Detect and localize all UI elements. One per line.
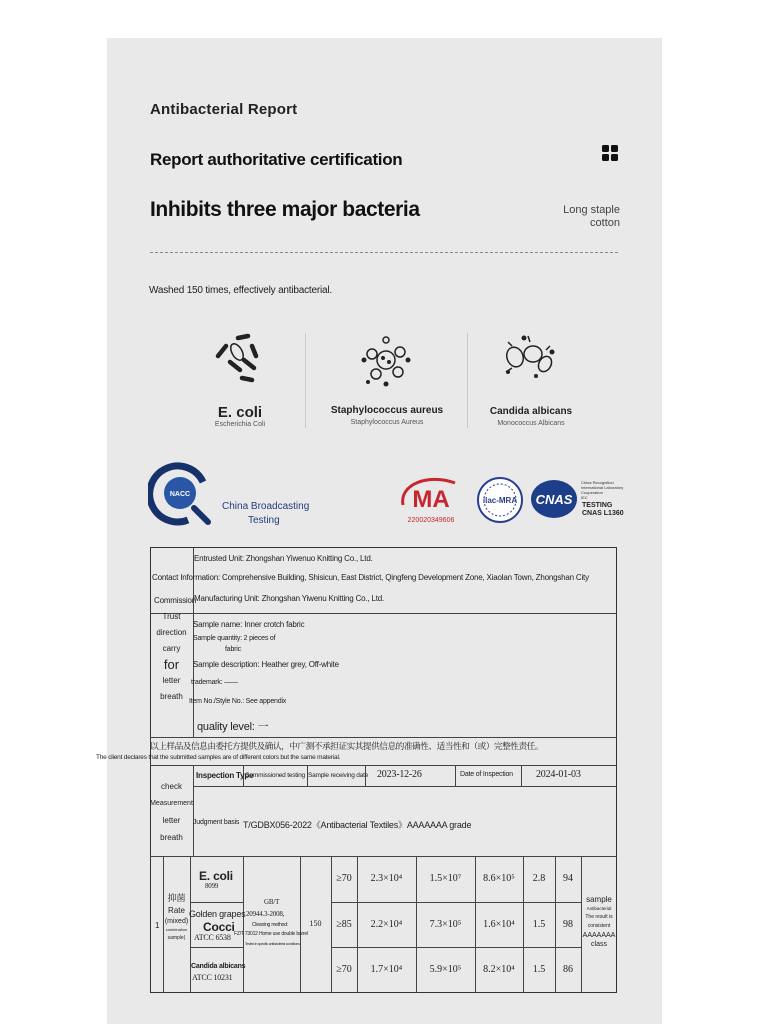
cocci-name: Cocci bbox=[203, 920, 235, 934]
cnas-text: CNAS bbox=[535, 492, 573, 507]
sample-quantity: Sample quantity: 2 pieces of bbox=[193, 635, 276, 642]
cnas-code: CNAS L1360 bbox=[582, 510, 624, 517]
tagline: Washed 150 times, effectively antibacterial. bbox=[149, 285, 332, 296]
standard-small: Tested in specific antibacterial conditions bbox=[245, 942, 300, 946]
washes-count: 150 bbox=[309, 919, 322, 928]
table-divider bbox=[331, 902, 581, 903]
bacteria-candida bbox=[472, 406, 590, 427]
grid-menu-icon[interactable] bbox=[601, 144, 619, 162]
sample-quantity-2: fabric bbox=[225, 646, 241, 653]
bacteria-subname: Staphylococcus Aureus bbox=[350, 419, 424, 426]
nacc-logo bbox=[148, 462, 220, 526]
cnas-small-3: Cooperation bbox=[581, 490, 603, 495]
bacteria-staph bbox=[322, 405, 452, 426]
table-divider bbox=[243, 856, 244, 993]
table-divider bbox=[193, 786, 617, 787]
ilac-logo bbox=[476, 476, 524, 524]
rate-label: Rate bbox=[168, 906, 185, 915]
contact-info: Contact Information: Comprehensive Building, Shisicun, East District, Qingfeng Development Zone, Xiaolan Town, Zhongshan City bbox=[152, 573, 589, 582]
sample-paren-label: sample) bbox=[167, 935, 186, 941]
value-cell: 1.7×10⁴ bbox=[370, 964, 403, 975]
trust-column bbox=[150, 609, 193, 705]
row-number: 1 bbox=[155, 921, 160, 930]
sample-receiving-date-label: Sample receiving date bbox=[308, 772, 369, 779]
cnas-testing: TESTING bbox=[582, 502, 613, 509]
org-name bbox=[222, 500, 309, 528]
cma-logo bbox=[397, 475, 465, 525]
date-of-inspection: 2024-01-03 bbox=[536, 769, 581, 780]
letter-label: letter bbox=[162, 676, 181, 685]
bacteria-subname: Monococcus Albicans bbox=[497, 420, 565, 427]
value-cell: 94 bbox=[563, 873, 573, 884]
bacteria-subname: Escherichia Coli bbox=[214, 421, 266, 428]
cocci-cluster-icon bbox=[358, 332, 414, 390]
result-line6: class bbox=[591, 941, 607, 948]
candida-icon bbox=[500, 332, 558, 380]
bacteria-separator bbox=[305, 333, 306, 428]
date-of-inspection-label: Date of Inspection bbox=[460, 771, 513, 778]
table-divider bbox=[455, 765, 456, 786]
table-divider bbox=[150, 856, 617, 857]
cleaning-method: Cleaning method: bbox=[252, 922, 288, 928]
result-column bbox=[581, 895, 617, 949]
item-number: Item No./Style No.: See appendix bbox=[189, 698, 287, 705]
result-line4: consistent bbox=[587, 923, 611, 929]
side-note-line1: Long staple bbox=[563, 204, 620, 216]
sample-name: Sample name: Inner crotch fabric bbox=[193, 620, 305, 629]
rate-column bbox=[163, 894, 190, 944]
result-line5: AAAAAAA bbox=[582, 932, 616, 939]
judgment-basis-value: T/GDBX056-2022《Antibacterial Textiles》AAAAAAA grade bbox=[243, 820, 472, 830]
value-cell: 86 bbox=[563, 964, 573, 975]
bacteria-ecoli bbox=[180, 404, 300, 428]
breath-label-2: breath bbox=[160, 833, 183, 842]
cnas-small-1: China Recognition bbox=[581, 480, 614, 485]
for-label: for bbox=[163, 657, 180, 672]
value-cell: 98 bbox=[563, 919, 573, 930]
direction-label: direction bbox=[156, 628, 187, 637]
threshold-cell: ≥70 bbox=[336, 873, 352, 884]
bacteria-name: Staphylococcus aureus bbox=[330, 405, 444, 416]
threshold-cell: ≥70 bbox=[336, 964, 352, 975]
trademark: trademark: —— bbox=[191, 679, 238, 686]
declaration-cn: 以上样品及信息由委托方提供及确认，中广测不承担证实其提供信息的准确性、适当性和（或）完整性责任。 bbox=[150, 742, 543, 752]
org-line2: Testing bbox=[248, 515, 280, 526]
entrusted-unit: Entrusted Unit: Zhongshan Yiwenuo Knitting Co., Ltd. bbox=[194, 554, 373, 563]
value-cell: 1.5 bbox=[532, 964, 546, 975]
bacteria-name: Candida albicans bbox=[489, 406, 573, 417]
standard-detail: FZ/T 73012 Home use double barrel bbox=[234, 931, 308, 937]
table-divider bbox=[521, 765, 522, 786]
svg-text:MA: MA bbox=[412, 486, 450, 513]
candida-name: Candida albicans bbox=[191, 963, 246, 970]
divider bbox=[150, 252, 618, 253]
cnas-small-4: IEC bbox=[581, 495, 588, 500]
judgment-basis-label: Judgment basis bbox=[193, 819, 240, 826]
page-title: Inhibits three major bacteria bbox=[150, 198, 420, 221]
cnas-smallprint bbox=[581, 480, 623, 500]
sample-description: Sample description: Heather grey, Off-white bbox=[193, 660, 339, 669]
value-cell: 2.8 bbox=[532, 873, 546, 884]
quality-level: quality level: 一 bbox=[197, 721, 269, 733]
value-cell: 7.3×10⁵ bbox=[429, 919, 462, 930]
page-subtitle: Report authoritative certification bbox=[150, 150, 403, 169]
value-cell: 1.5 bbox=[532, 919, 546, 930]
letter-label-2: letter bbox=[162, 816, 181, 825]
table-divider bbox=[150, 737, 617, 738]
breath-label: breath bbox=[160, 692, 183, 701]
combination-label: combination bbox=[165, 927, 188, 932]
check-column bbox=[150, 778, 193, 846]
side-note-line2: cotton bbox=[590, 217, 620, 229]
measurement-label: Measurement bbox=[150, 800, 193, 807]
nacc-badge-text: NACC bbox=[169, 491, 191, 498]
ilac-text: ilac-MRA bbox=[482, 496, 518, 505]
declaration-en: The client declares that the submitted samples are of different colors but the same material. bbox=[96, 754, 341, 761]
inspection-type-label: Inspection Type bbox=[196, 771, 254, 780]
carry-label: carry bbox=[162, 644, 181, 653]
bacteria-separator bbox=[467, 333, 468, 428]
standard-line2: 20944.3-2008, bbox=[246, 910, 285, 918]
value-cell: 1.5×10⁷ bbox=[429, 873, 462, 884]
value-cell: 8.6×10⁵ bbox=[483, 873, 515, 884]
manufacturing-unit: Manufacturing Unit: Zhongshan Yiwenu Knitting Co., Ltd. bbox=[194, 594, 385, 603]
value-cell: 2.3×10⁴ bbox=[370, 873, 403, 884]
table-divider bbox=[150, 765, 617, 766]
cma-number: 220020349606 bbox=[407, 517, 455, 524]
value-cell: 2.2×10⁴ bbox=[370, 919, 403, 930]
value-cell: 1.6×10⁴ bbox=[483, 919, 515, 930]
result-line1: sample bbox=[586, 895, 612, 904]
table-divider bbox=[190, 947, 243, 948]
commission-label: Commission bbox=[154, 596, 197, 605]
golden-grapes: Golden grapes bbox=[189, 909, 246, 919]
side-note bbox=[540, 204, 620, 230]
ecoli-name: E. coli bbox=[199, 869, 233, 883]
value-cell: 8.2×10⁴ bbox=[483, 964, 515, 975]
cnas-logo bbox=[530, 478, 578, 520]
check-label: check bbox=[161, 782, 182, 791]
inhibit-label: 抑菌 bbox=[167, 894, 186, 904]
table-divider bbox=[331, 947, 581, 948]
table-divider bbox=[190, 856, 191, 993]
bacteria-name: E. coli bbox=[217, 404, 263, 421]
standard-line1: GB/T bbox=[264, 898, 280, 906]
value-cell: 5.9×10⁵ bbox=[429, 964, 462, 975]
sample-receiving-date: 2023-12-26 bbox=[377, 769, 422, 780]
cocci-code: ATCC 6538 bbox=[194, 933, 231, 942]
table-divider bbox=[190, 902, 243, 903]
rod-bacteria-icon bbox=[212, 332, 264, 384]
cnas-small-2: International Laboratory bbox=[581, 485, 624, 490]
brand-label: Antibacterial Report bbox=[150, 101, 298, 118]
table-divider bbox=[150, 613, 617, 614]
mixed-label: (mixed) bbox=[164, 918, 189, 925]
ecoli-code: 8099 bbox=[205, 882, 219, 890]
trust-label: Trust bbox=[162, 612, 181, 621]
result-line3: The result is bbox=[585, 914, 613, 920]
org-line1: China Broadcasting bbox=[222, 501, 310, 512]
threshold-cell: ≥85 bbox=[336, 919, 352, 930]
cnas-label bbox=[582, 502, 624, 518]
table-divider bbox=[193, 765, 194, 857]
result-line2: Antibacterial bbox=[586, 906, 612, 911]
candida-code: ATCC 10231 bbox=[192, 973, 233, 982]
inspection-type-value: Commissioned testing bbox=[245, 772, 305, 779]
